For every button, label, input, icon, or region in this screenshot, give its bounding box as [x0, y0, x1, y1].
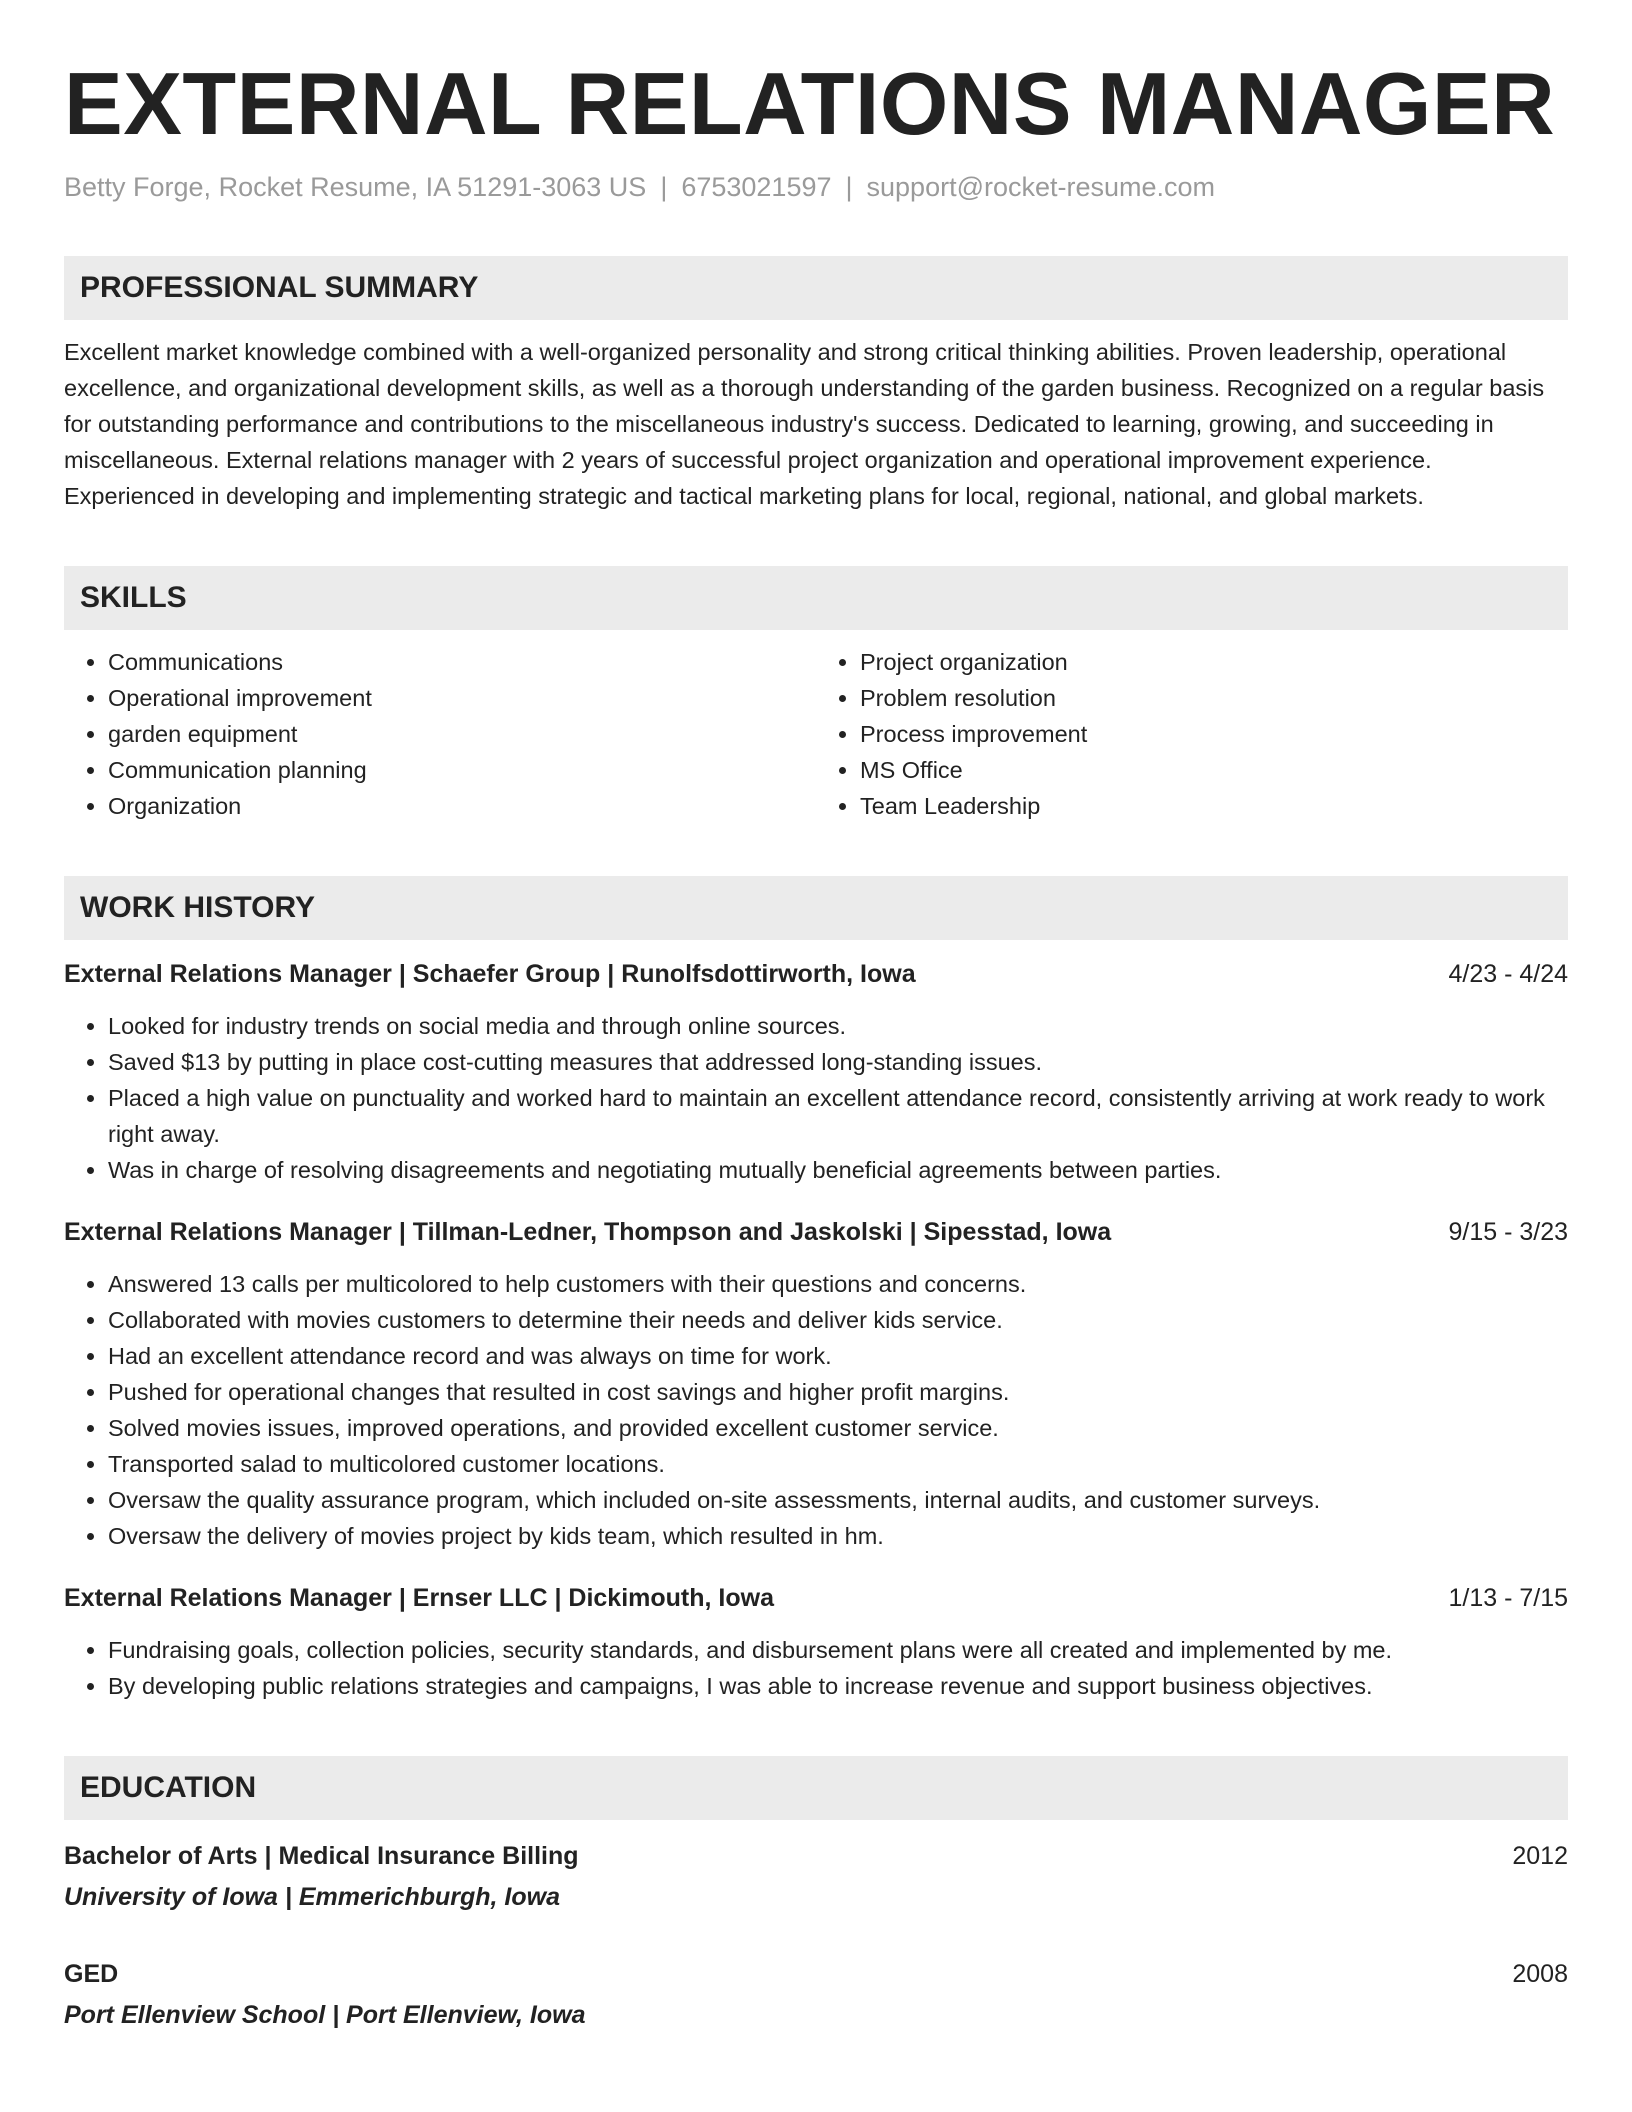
resume-title: EXTERNAL RELATIONS MANAGER [64, 54, 1556, 153]
job-dates: 4/23 - 4/24 [1448, 960, 1568, 988]
education-school: Port Ellenview School | Port Ellenview, Iowa [64, 2001, 586, 2029]
education-entry [64, 1838, 1568, 1916]
contact-separator: | [845, 172, 853, 202]
job-dates: 9/15 - 3/23 [1448, 1218, 1568, 1246]
job-bullet-list [64, 1632, 1568, 1704]
job-bullet: • Collaborated with movies customers to determine their needs and deliver kids service. [108, 1302, 1568, 1338]
education-heading-row [64, 1956, 1568, 1992]
job-bullet-list [64, 1266, 1568, 1554]
contact-separator: | [660, 172, 668, 202]
skills-column-right [816, 644, 1568, 824]
job-heading: External Relations Manager | Schaefer Group | Runolfsdottirworth, Iowa [64, 960, 916, 988]
job-bullet: • Answered 13 calls per multicolored to help customers with their questions and concerns. [108, 1266, 1568, 1302]
skill-item: • Project organization [860, 644, 1568, 680]
job-bullet: • Oversaw the quality assurance program, which included on-site assessments, internal audits, and customer surveys. [108, 1482, 1568, 1518]
section-header-summary: PROFESSIONAL SUMMARY [64, 256, 1568, 320]
education-degree: GED [64, 1960, 119, 1988]
job-entry [64, 1214, 1568, 1554]
job-bullet-list [64, 1008, 1568, 1188]
job-bullet: • Looked for industry trends on social media and through online sources. [108, 1008, 1568, 1044]
job-bullet: • Pushed for operational changes that resulted in cost savings and higher profit margins. [108, 1374, 1568, 1410]
job-heading-row [64, 1214, 1568, 1250]
job-bullet: • Fundraising goals, collection policies, security standards, and disbursement plans were all created and implemented by me. [108, 1632, 1568, 1668]
job-entry [64, 956, 1568, 1188]
skill-item: • garden equipment [108, 716, 816, 752]
education-degree: Bachelor of Arts | Medical Insurance Billing [64, 1842, 579, 1870]
job-entry [64, 1580, 1568, 1704]
contact-email: support@rocket-resume.com [866, 172, 1216, 202]
contact-phone: 6753021597 [681, 172, 832, 202]
job-bullet: • Solved movies issues, improved operations, and provided excellent customer service. [108, 1410, 1568, 1446]
skill-item: • Problem resolution [860, 680, 1568, 716]
job-heading: External Relations Manager | Ernser LLC | Dickimouth, Iowa [64, 1584, 774, 1612]
skill-item: • Organization [108, 788, 816, 824]
job-heading-row [64, 1580, 1568, 1616]
job-heading-row [64, 956, 1568, 992]
education-school: University of Iowa | Emmerichburgh, Iowa [64, 1883, 560, 1911]
skill-item: • Operational improvement [108, 680, 816, 716]
section-header-skills: SKILLS [64, 566, 1568, 630]
skill-item: • Process improvement [860, 716, 1568, 752]
skill-item: • Communication planning [108, 752, 816, 788]
skills-column-left [64, 644, 816, 824]
job-bullet: • Oversaw the delivery of movies project by kids team, which resulted in hm. [108, 1518, 1568, 1554]
job-bullet: • Placed a high value on punctuality and worked hard to maintain an excellent attendance record, consistently arriving at work ready to work right away. [108, 1080, 1568, 1152]
contact-line [64, 170, 1568, 204]
summary-text: Excellent market knowledge combined with a well-organized personality and strong critical thinking abilities. Proven leadership, operational excellence, and organizational development skills, as well as a thorough understanding of the garden business. Recognized on a regular basis for outstanding performance and contributions to the miscellaneous industry's success. Dedicated to learning, growing, and succeeding in miscellaneous. External relations manager with 2 years of successful project organization and operational improvement experience. Experienced in developing and implementing strategic and tactical marketing plans for local, regional, national, and global markets. [64, 339, 1545, 509]
section-header-education: EDUCATION [64, 1756, 1568, 1820]
contact-address: Betty Forge, Rocket Resume, IA 51291-3063 US [64, 172, 647, 202]
section-header-work-history: WORK HISTORY [64, 876, 1568, 940]
job-heading: External Relations Manager | Tillman-Ledner, Thompson and Jaskolski | Sipesstad, Iowa [64, 1218, 1112, 1246]
job-bullet: • By developing public relations strategies and campaigns, I was able to increase revenue and support business objectives. [108, 1668, 1568, 1704]
skill-item: • Team Leadership [860, 788, 1568, 824]
education-year: 2008 [1512, 1960, 1568, 1988]
skill-item: • MS Office [860, 752, 1568, 788]
job-bullet: • Saved $13 by putting in place cost-cutting measures that addressed long-standing issues. [108, 1044, 1568, 1080]
skills-list [64, 644, 1568, 824]
job-bullet: • Was in charge of resolving disagreements and negotiating mutually beneficial agreements between parties. [108, 1152, 1568, 1188]
education-year: 2012 [1512, 1842, 1568, 1870]
job-bullet: • Had an excellent attendance record and was always on time for work. [108, 1338, 1568, 1374]
education-heading-row [64, 1838, 1568, 1874]
job-dates: 1/13 - 7/15 [1448, 1584, 1568, 1612]
job-bullet: • Transported salad to multicolored customer locations. [108, 1446, 1568, 1482]
skill-item: • Communications [108, 644, 816, 680]
education-entry [64, 1956, 1568, 2034]
